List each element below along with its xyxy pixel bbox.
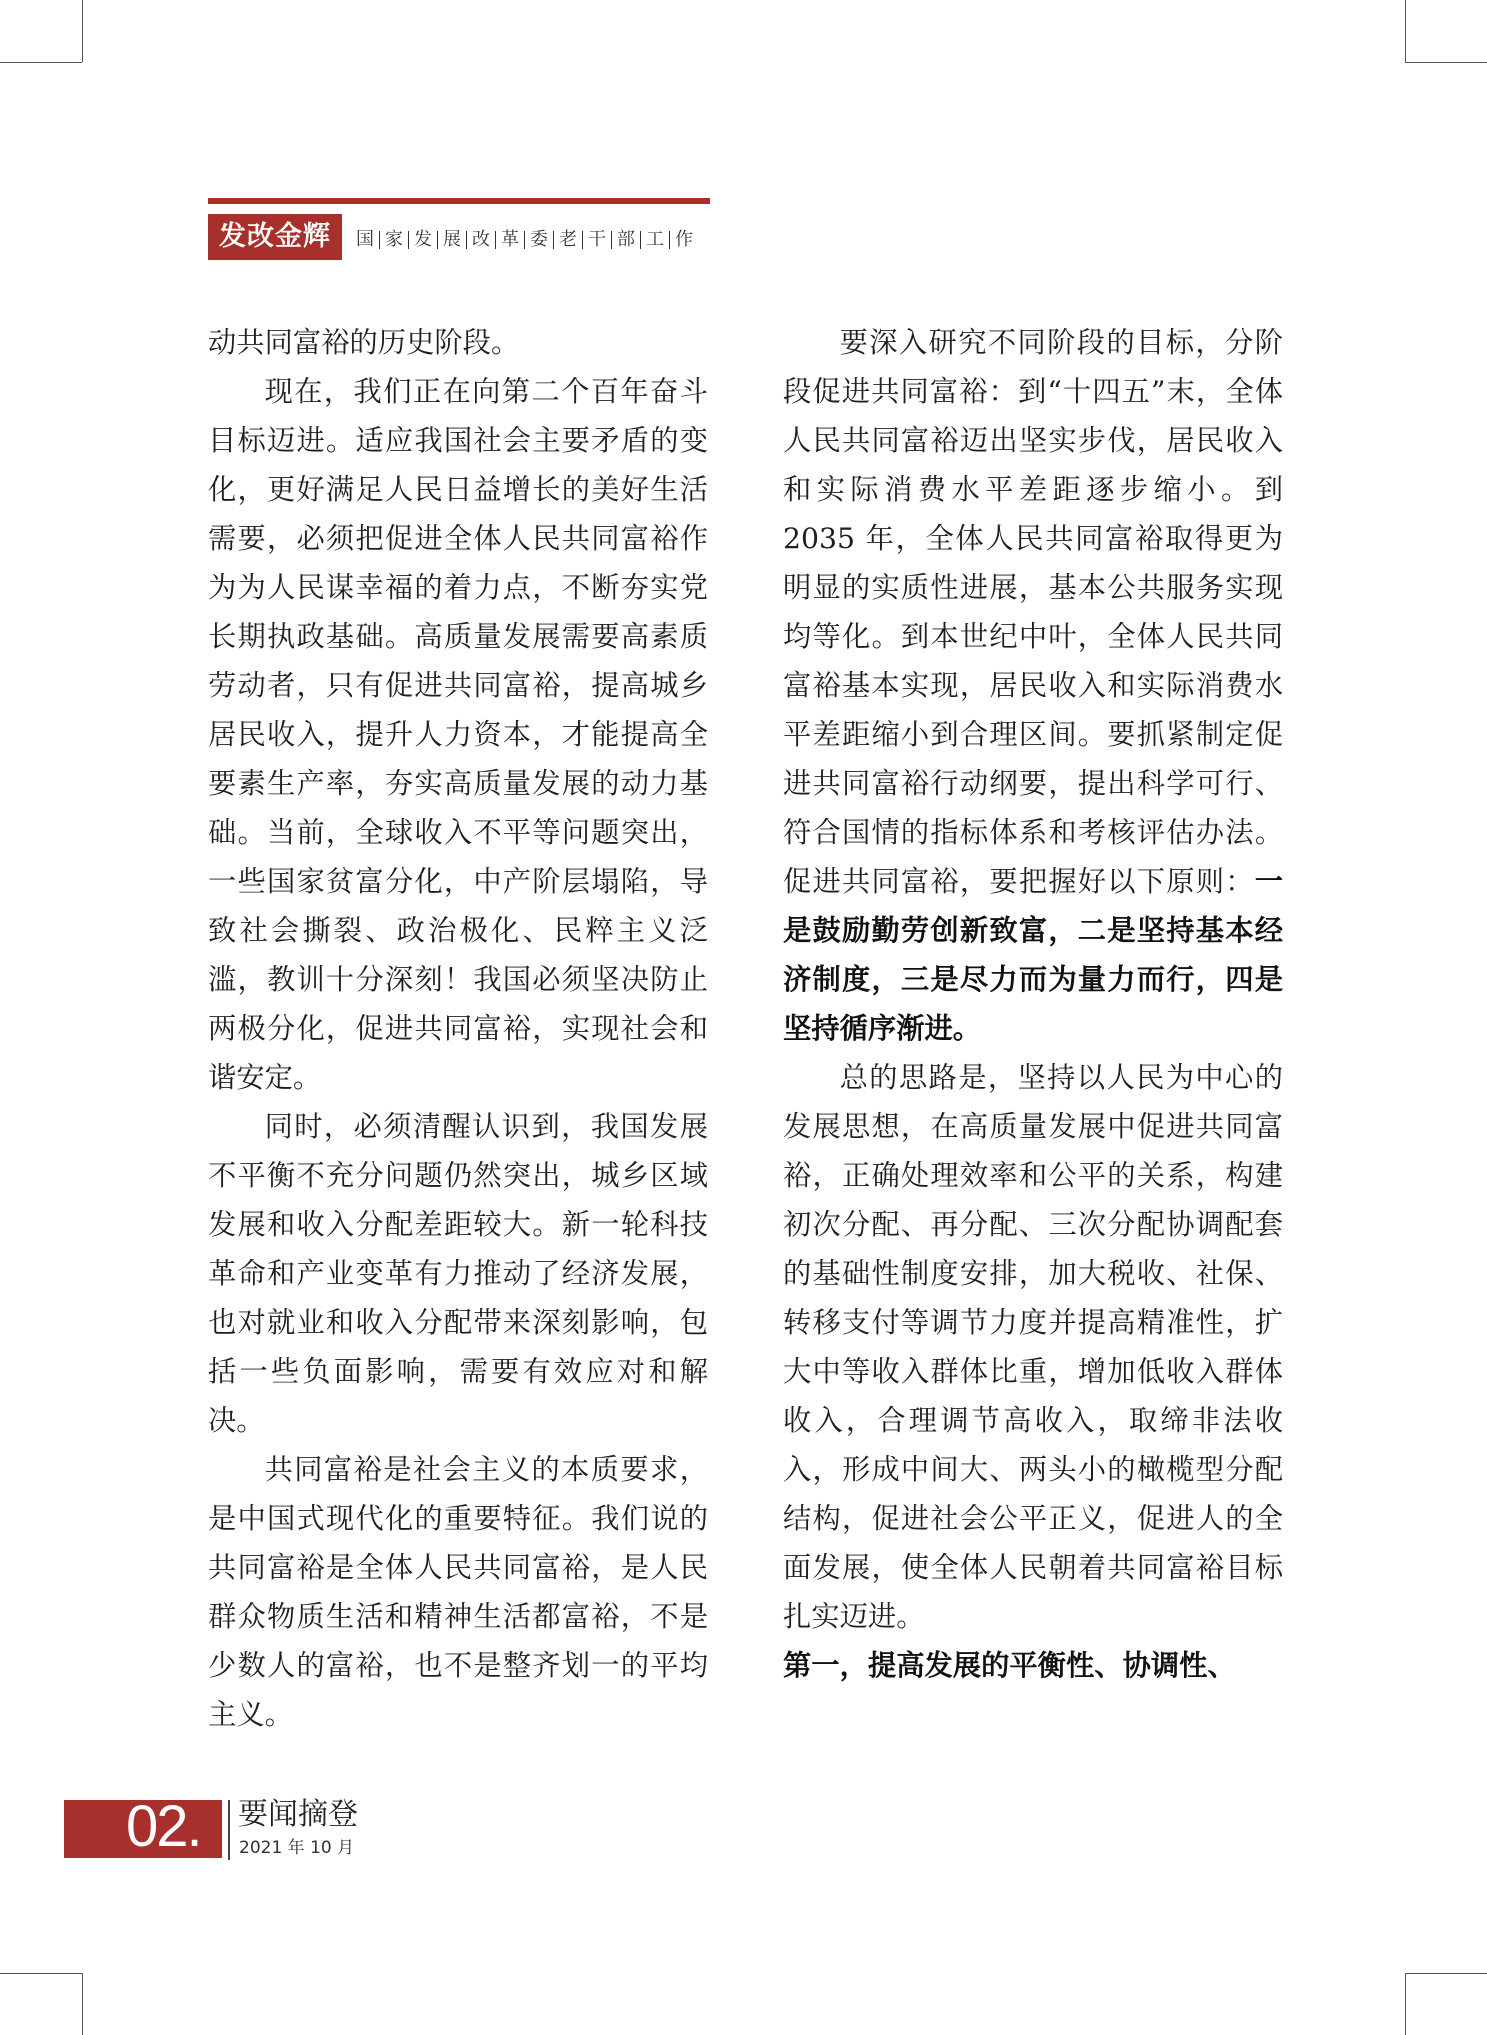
header-rule (208, 198, 710, 204)
paragraph: 动共同富裕的历史阶段。 (208, 326, 520, 359)
footer-divider (228, 1800, 230, 1860)
org-char: 作 (669, 231, 698, 249)
crop-mark (1405, 1973, 1406, 2035)
crop-mark (0, 1973, 82, 1974)
paragraph: 共同富裕是社会主义的本质要求，是中国式现代化的重要特征。我们说的共同富裕是全体人民共同富裕，是人民群众物质生活和精神生活都富裕，不是少数人的富裕，也不是整齐划一的平均主义。 (208, 1453, 708, 1731)
masthead-logo: 发改金辉 (208, 214, 342, 260)
issue-date: 2021 年 10 月 (239, 1838, 355, 1858)
section-title: 要闻摘登 (238, 1797, 358, 1832)
right-column (783, 318, 1283, 1690)
crop-mark (1405, 1973, 1487, 1974)
org-char: 老 (553, 231, 582, 249)
subheading-bold-text: 第一，提高发展的平衡性、协调性、 (783, 1648, 1236, 1682)
left-column (208, 318, 708, 1739)
org-char: 部 (611, 231, 640, 249)
page-number: 02. (126, 1794, 201, 1859)
crop-mark (82, 0, 83, 62)
org-char: 展 (437, 231, 466, 249)
paragraph: 现在，我们正在向第二个百年奋斗目标迈进。适应我国社会主要矛盾的变化，更好满足人民日益增长的美好生活需要，必须把促进全体人民共同富裕作为为人民谋幸福的着力点，不断夯实党长期执政基础。高质量发展需要高素质劳动者，只有促进共同富裕，提高城乡居民收入，提升人力资本，才能提高全要素生产率，夯实高质量发展的动力基础。当前，全球收入不平等问题突出，一些国家贫富分化，中产阶层塌陷，导致社会撕裂、政治极化、民粹主义泛滥，教训十分深刻！我国必须坚决防止两极分化，促进共同富裕，实现社会和谐安定。 (208, 375, 708, 1094)
paragraph-text: 要深入研究不同阶段的目标，分阶段促进共同富裕：到“十四五”末，全体人民共同富裕迈出坚实步伐，居民收入和实际消费水平差距逐步缩小。到 2035 年，全体人民共同富裕取得更为明显的实质性进展，基本公共服务实现均等化。到本世纪中叶，全体人民共同富裕基本实现，居民收入和实际消费水平差距缩小到合理区间。要抓紧制定促进共同富裕行动纲要，提出科学可行、符合国情的指标体系和考核评估办法。促进共同富裕，要把握好以下原则： (783, 326, 1283, 898)
org-char: 国 (356, 229, 374, 250)
crop-mark (1405, 0, 1406, 62)
paragraph: 同时，必须清醒认识到，我国发展不平衡不充分问题仍然突出，城乡区域发展和收入分配差距较大。新一轮科技革命和产业变革有力推动了经济发展，也对就业和收入分配带来深刻影响，包括一些负面影响，需要有效应对和解决。 (208, 1110, 708, 1437)
masthead-organization (352, 222, 698, 258)
org-char: 干 (582, 231, 611, 249)
org-char: 工 (640, 231, 669, 249)
org-char: 发 (408, 231, 437, 249)
org-char: 改 (466, 231, 495, 249)
org-char: 革 (495, 231, 524, 249)
org-char: 委 (524, 231, 553, 249)
crop-mark (1405, 62, 1487, 63)
org-char: 家 (379, 231, 408, 249)
crop-mark (0, 62, 82, 63)
paragraph (783, 1641, 1283, 1690)
paragraph: 总的思路是，坚持以人民为中心的发展思想，在高质量发展中促进共同富裕，正确处理效率和公平的关系，构建初次分配、再分配、三次分配协调配套的基础性制度安排，加大税收、社保、转移支付等调节力度并提高精准性，扩大中等收入群体比重，增加低收入群体收入，合理调节高收入，取缔非法收入，形成中间大、两头小的橄榄型分配结构，促进社会公平正义，促进人的全面发展，使全体人民朝着共同富裕目标扎实迈进。 (783, 1061, 1283, 1633)
principles-bold-text: 一是鼓励勤劳创新致富，二是坚持基本经济制度，三是尽力而为量力而行，四是坚持循序渐进。 (783, 864, 1283, 1045)
paragraph (783, 318, 1283, 1053)
crop-mark (82, 1973, 83, 2035)
